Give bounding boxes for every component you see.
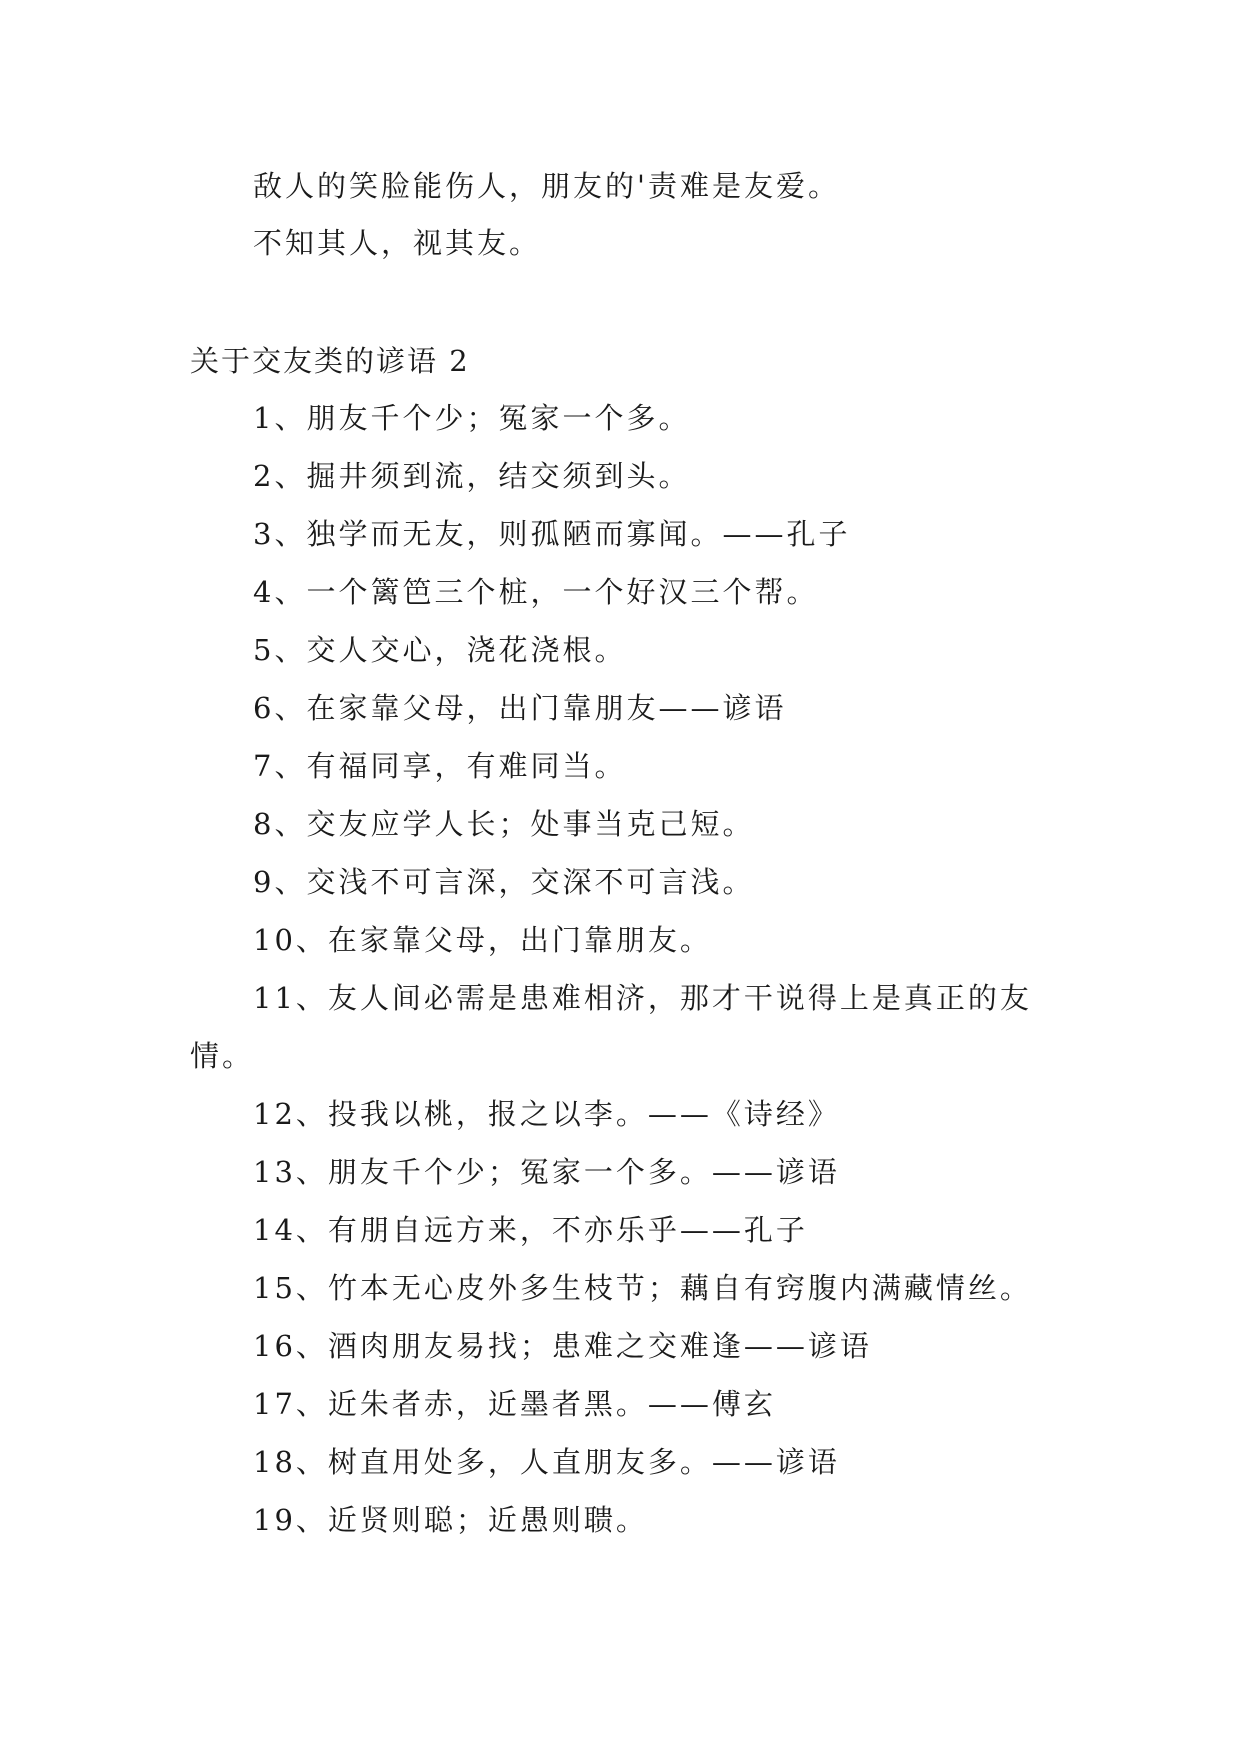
list-item: 3、独学而无友，则孤陋而寡闻。——孔子 xyxy=(253,517,851,551)
list-item: 15、竹本无心皮外多生枝节；藕自有窍腹内满藏情丝。 xyxy=(253,1271,1032,1305)
list-item-continuation: 情。 xyxy=(190,1039,255,1073)
list-item: 2、掘井须到流，结交须到头。 xyxy=(253,459,691,493)
list-item: 18、树直用处多，人直朋友多。——谚语 xyxy=(253,1445,840,1479)
list-item: 1、朋友千个少；冤家一个多。 xyxy=(253,401,691,435)
list-item: 7、有福同享，有难同当。 xyxy=(253,749,627,783)
list-item: 5、交人交心，浇花浇根。 xyxy=(253,633,627,667)
section-title: 关于交友类的谚语 2 xyxy=(190,344,470,378)
list-item: 12、投我以桃，报之以李。——《诗经》 xyxy=(253,1097,840,1131)
list-item: 13、朋友千个少；冤家一个多。——谚语 xyxy=(253,1155,840,1189)
intro-line: 敌人的笑脸能伤人，朋友的'责难是友爱。 xyxy=(253,169,840,203)
list-item: 11、友人间必需是患难相济，那才干说得上是真正的友 xyxy=(253,981,1032,1015)
list-item: 14、有朋自远方来，不亦乐乎——孔子 xyxy=(253,1213,808,1247)
list-item: 16、酒肉朋友易找；患难之交难逢——谚语 xyxy=(253,1329,872,1363)
list-item: 6、在家靠父母，出门靠朋友——谚语 xyxy=(253,691,787,725)
list-item: 4、一个篱笆三个桩，一个好汉三个帮。 xyxy=(253,575,819,609)
intro-line: 不知其人，视其友。 xyxy=(253,226,542,260)
list-item: 9、交浅不可言深，交深不可言浅。 xyxy=(253,865,755,899)
list-item: 8、交友应学人长；处事当克己短。 xyxy=(253,807,755,841)
list-item: 10、在家靠父母，出门靠朋友。 xyxy=(253,923,712,957)
list-item: 19、近贤则聪；近愚则聩。 xyxy=(253,1503,648,1537)
list-item: 17、近朱者赤，近墨者黑。——傅玄 xyxy=(253,1387,776,1421)
